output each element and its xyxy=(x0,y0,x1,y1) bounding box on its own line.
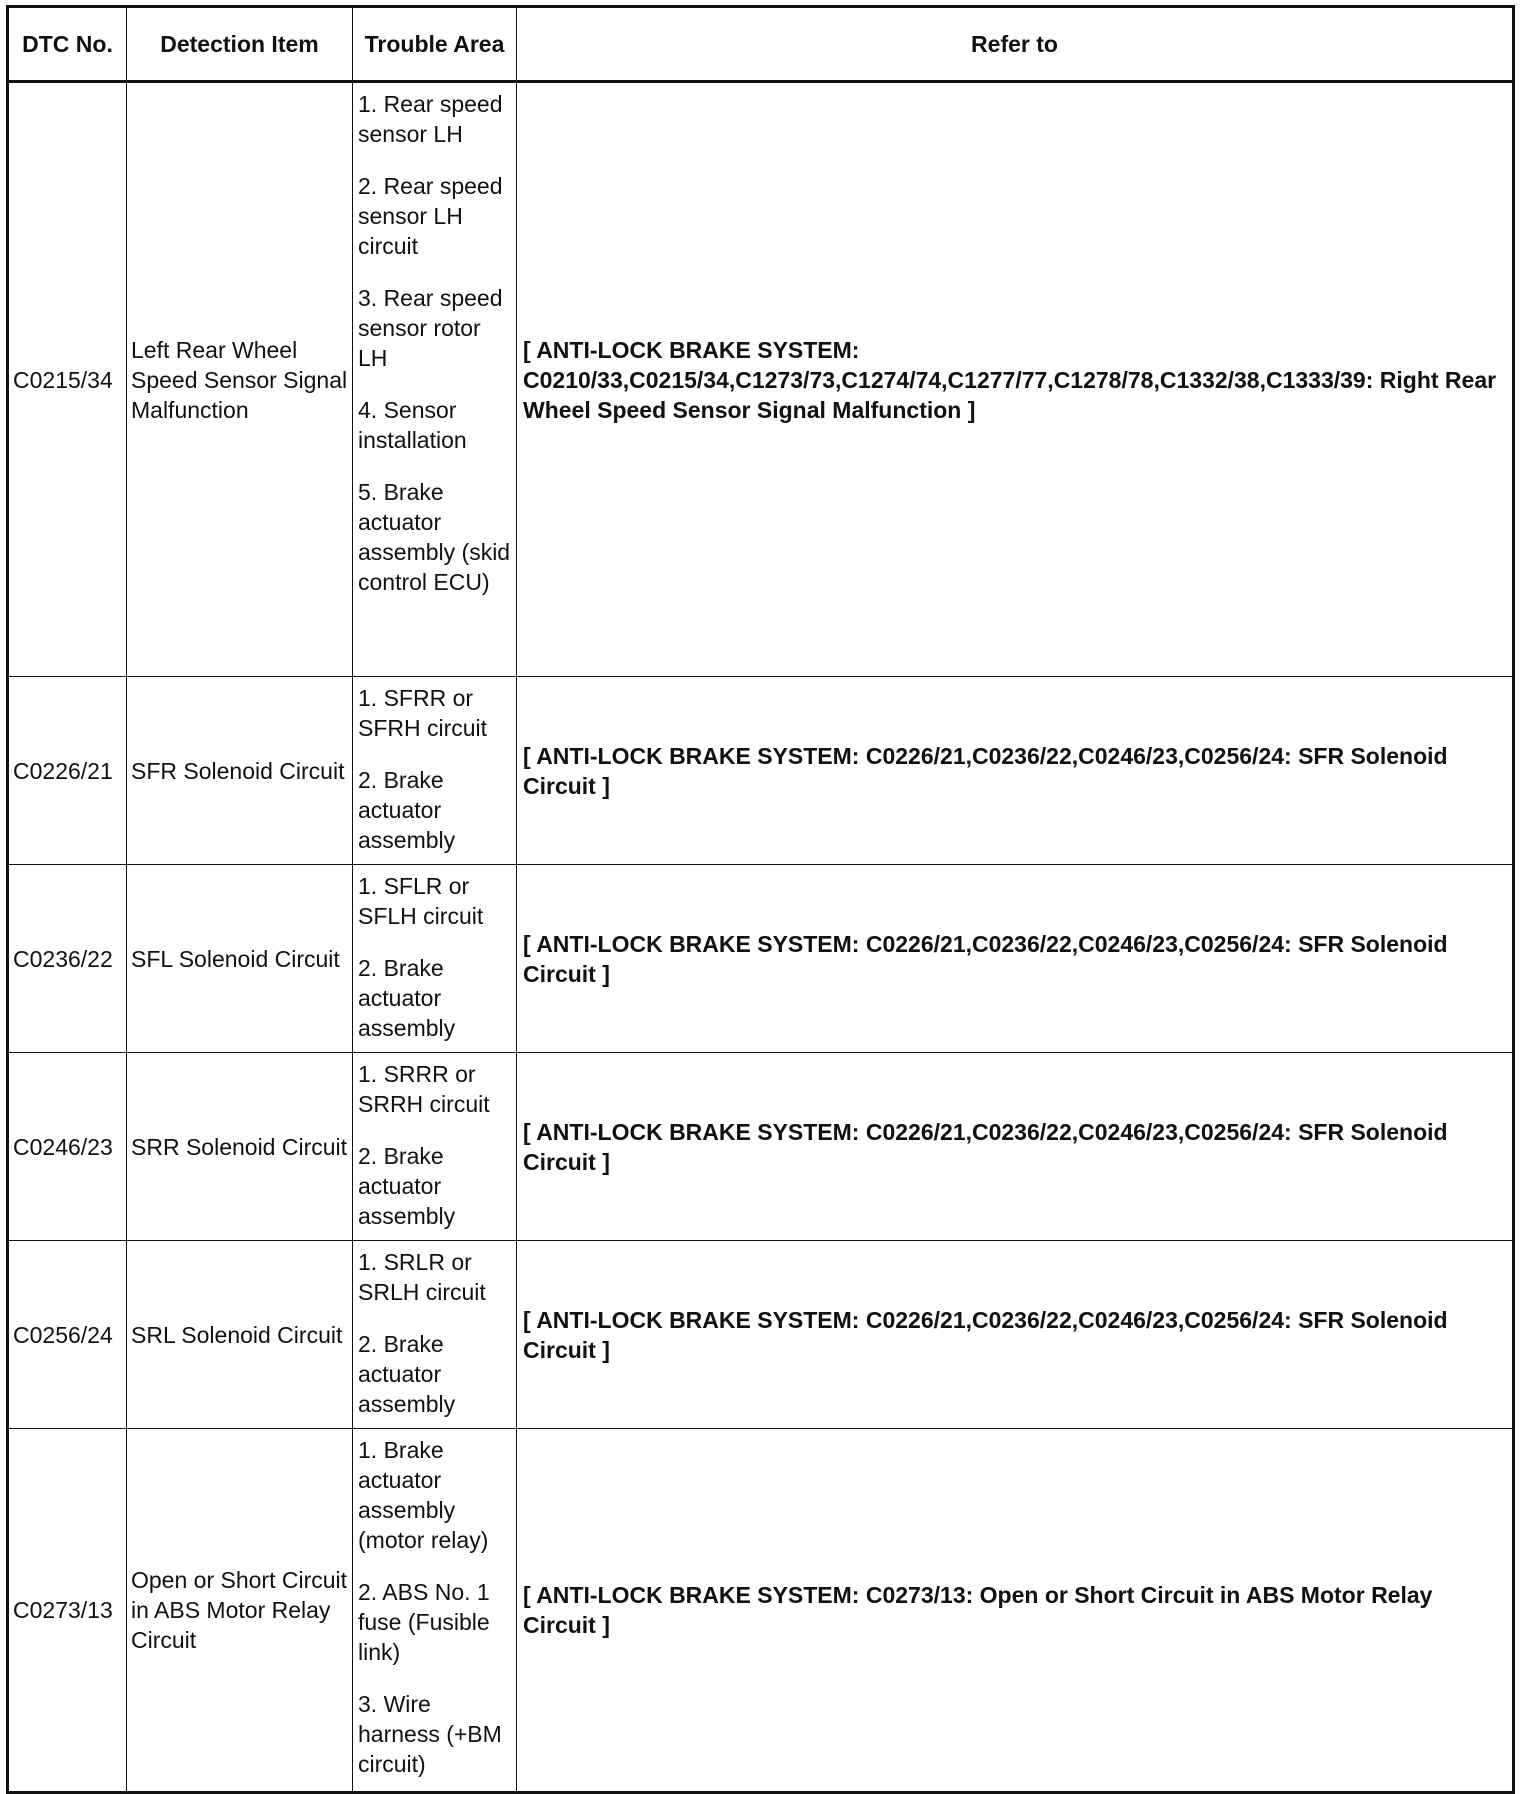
detection-item-cell: Left Rear Wheel Speed Sensor Signal Malfunction xyxy=(127,82,353,677)
trouble-area-item: 2. ABS No. 1 fuse (Fusible link) xyxy=(358,1579,490,1665)
header-dtc-no: DTC No. xyxy=(8,7,127,82)
trouble-area-item: 1. SFLR or SFLH circuit xyxy=(358,873,484,929)
trouble-area-cell xyxy=(353,865,517,1053)
dtc-code-cell: C0273/13 xyxy=(8,1429,127,1793)
detection-item-cell: SRL Solenoid Circuit xyxy=(127,1241,353,1429)
refer-to-link[interactable]: [ ANTI-LOCK BRAKE SYSTEM: C0226/21,C0236/22,C0246/23,C0256/24: SFR Solenoid Circuit ] xyxy=(517,1053,1514,1241)
detection-item-cell: SFR Solenoid Circuit xyxy=(127,677,353,865)
table-row xyxy=(8,865,1514,1053)
trouble-area-cell xyxy=(353,1053,517,1241)
trouble-area-cell xyxy=(353,1429,517,1793)
trouble-area-item: 1. Rear speed sensor LH xyxy=(358,91,503,147)
trouble-area-item: 1. SFRR or SFRH circuit xyxy=(358,685,488,741)
table-row xyxy=(8,1429,1514,1793)
dtc-code-cell: C0246/23 xyxy=(8,1053,127,1241)
refer-to-link[interactable]: [ ANTI-LOCK BRAKE SYSTEM: C0226/21,C0236/22,C0246/23,C0256/24: SFR Solenoid Circuit ] xyxy=(517,865,1514,1053)
table-row xyxy=(8,1241,1514,1429)
dtc-code-cell: C0215/34 xyxy=(8,82,127,677)
header-refer-to: Refer to xyxy=(517,7,1514,82)
trouble-area-cell xyxy=(353,677,517,865)
table-row xyxy=(8,82,1514,677)
trouble-area-cell xyxy=(353,82,517,677)
dtc-table xyxy=(6,5,1515,1794)
refer-to-link[interactable]: [ ANTI-LOCK BRAKE SYSTEM: C0273/13: Open or Short Circuit in ABS Motor Relay Circuit ] xyxy=(517,1429,1514,1793)
refer-to-link[interactable]: [ ANTI-LOCK BRAKE SYSTEM: C0226/21,C0236/22,C0246/23,C0256/24: SFR Solenoid Circuit ] xyxy=(517,677,1514,865)
header-trouble-area: Trouble Area xyxy=(353,7,517,82)
trouble-area-item: 5. Brake actuator assembly (skid control ECU) xyxy=(358,479,511,595)
detection-item-cell: SFL Solenoid Circuit xyxy=(127,865,353,1053)
trouble-area-item: 3. Rear speed sensor rotor LH xyxy=(358,285,503,371)
dtc-code-cell: C0236/22 xyxy=(8,865,127,1053)
trouble-area-item: 2. Brake actuator assembly xyxy=(358,1143,456,1229)
trouble-area-item: 2. Brake actuator assembly xyxy=(358,1331,456,1417)
trouble-area-item: 3. Wire harness (+BM circuit) xyxy=(358,1691,502,1777)
trouble-area-item: 1. SRLR or SRLH circuit xyxy=(358,1249,486,1305)
trouble-area-item: 4. Sensor installation xyxy=(358,397,467,453)
table-row xyxy=(8,677,1514,865)
dtc-document xyxy=(6,5,1512,1794)
trouble-area-item: 2. Rear speed sensor LH circuit xyxy=(358,173,503,259)
trouble-area-item: 2. Brake actuator assembly xyxy=(358,955,456,1041)
table-row xyxy=(8,1053,1514,1241)
trouble-area-item: 1. Brake actuator assembly (motor relay) xyxy=(358,1437,489,1553)
detection-item-cell: Open or Short Circuit in ABS Motor Relay Circuit xyxy=(127,1429,353,1793)
refer-to-link[interactable]: [ ANTI-LOCK BRAKE SYSTEM: C0210/33,C0215/34,C1273/73,C1274/74,C1277/77,C1278/78,C1332/38,C1333/39: Right Rear Wheel Speed Sensor Signal Malfunction ] xyxy=(517,82,1514,677)
dtc-code-cell: C0226/21 xyxy=(8,677,127,865)
trouble-area-item: 2. Brake actuator assembly xyxy=(358,767,456,853)
trouble-area-item: 1. SRRR or SRRH circuit xyxy=(358,1061,490,1117)
refer-to-link[interactable]: [ ANTI-LOCK BRAKE SYSTEM: C0226/21,C0236/22,C0246/23,C0256/24: SFR Solenoid Circuit ] xyxy=(517,1241,1514,1429)
dtc-code-cell: C0256/24 xyxy=(8,1241,127,1429)
table-header-row xyxy=(8,7,1514,82)
header-detection-item: Detection Item xyxy=(127,7,353,82)
trouble-area-cell xyxy=(353,1241,517,1429)
detection-item-cell: SRR Solenoid Circuit xyxy=(127,1053,353,1241)
